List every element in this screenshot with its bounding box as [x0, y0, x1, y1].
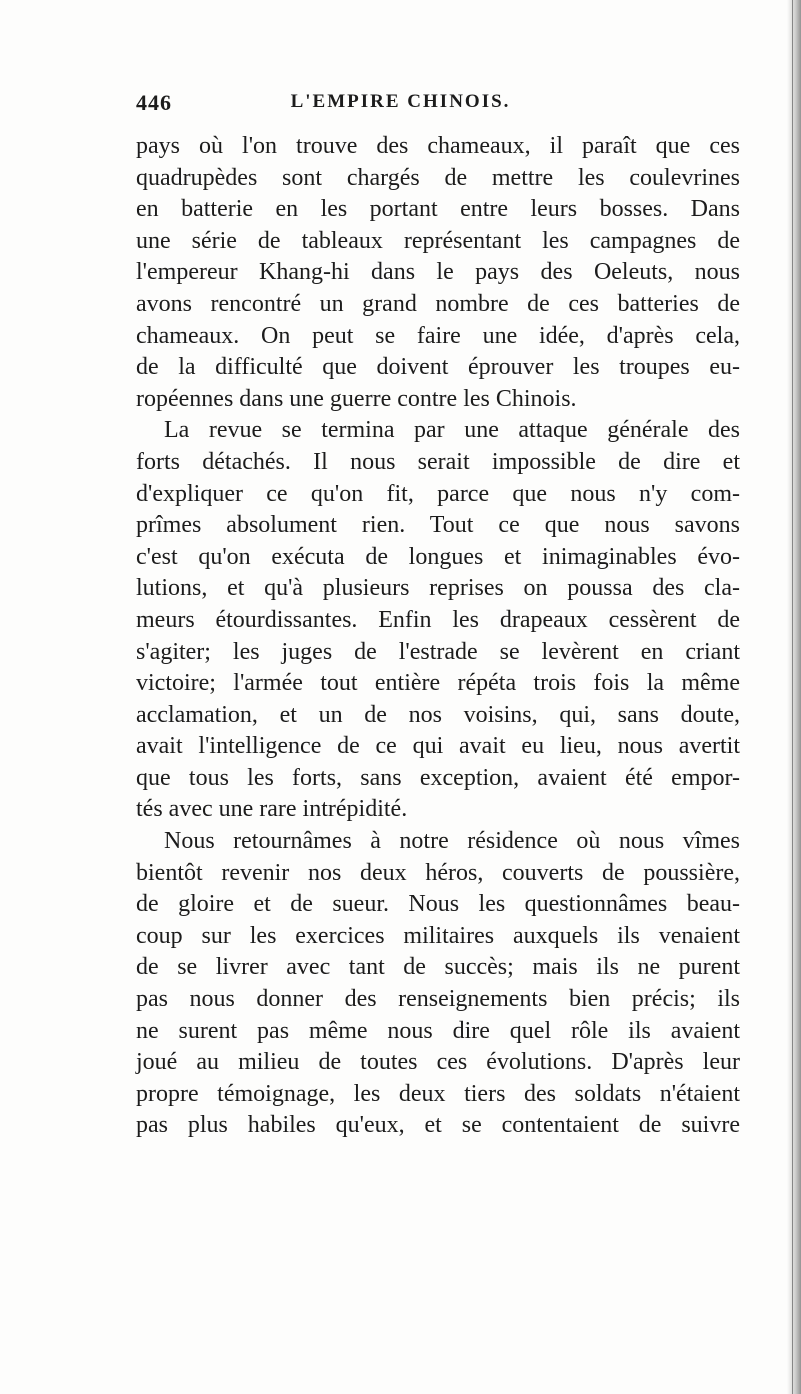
text-line: chameaux. On peut se faire une idée, d'après cela, [136, 322, 740, 349]
text-line: une série de tableaux représentant les campagnes de [136, 227, 740, 254]
running-title: L'EMPIRE CHINOIS. [290, 91, 511, 112]
text-line: forts détachés. Il nous serait impossible de dire et [136, 448, 740, 475]
paragraph-start-line: Nous retournâmes à notre résidence où nous vîmes [164, 828, 740, 855]
text-line: pas nous donner des renseignements bien précis; ils [136, 986, 740, 1013]
text-line: c'est qu'on exécuta de longues et inimaginables évo- [136, 543, 740, 570]
text-line: tés avec une rare intrépidité. [136, 796, 408, 823]
text-line: que tous les forts, sans exception, avaient été empor- [136, 764, 740, 791]
text-line: joué au milieu de toutes ces évolutions. D'après leur [136, 1049, 740, 1076]
text-line: l'empereur Khang-hi dans le pays des Oeleuts, nous [136, 259, 740, 286]
page-edge-shadow [787, 0, 801, 1394]
body-text [136, 131, 740, 1142]
text-line: bientôt revenir nos deux héros, couverts de poussière, [136, 859, 740, 886]
text-line: propre témoignage, les deux tiers des soldats n'étaient [136, 1080, 740, 1107]
text-line: quadrupèdes sont chargés de mettre les coulevrines [136, 164, 740, 191]
text-line: ne surent pas même nous dire quel rôle ils avaient [136, 1017, 740, 1044]
text-line: lutions, et qu'à plusieurs reprises on poussa des cla- [136, 575, 740, 602]
paragraph-start-line: La revue se termina par une attaque générale des [164, 417, 740, 444]
text-line: de se livrer avec tant de succès; mais ils ne purent [136, 954, 740, 981]
text-line: prîmes absolument rien. Tout ce que nous savons [136, 512, 740, 539]
text-line: s'agiter; les juges de l'estrade se levèrent en criant [136, 638, 740, 665]
page-number: 446 [136, 90, 172, 115]
text-line: de gloire et de sueur. Nous les questionnâmes beau- [136, 891, 740, 918]
text-line: meurs étourdissantes. Enfin les drapeaux cessèrent de [136, 606, 740, 633]
text-line: acclamation, et un de nos voisins, qui, sans doute, [136, 701, 740, 728]
text-line: d'expliquer ce qu'on fit, parce que nous n'y com- [136, 480, 740, 507]
text-line: avons rencontré un grand nombre de ces batteries de [136, 290, 740, 317]
text-line: de la difficulté que doivent éprouver les troupes eu- [136, 354, 740, 381]
text-line: victoire; l'armée tout entière répéta trois fois la même [136, 670, 740, 697]
text-line: coup sur les exercices militaires auxquels ils venaient [136, 922, 740, 949]
text-line: pas plus habiles qu'eux, et se contentaient de suivre [136, 1112, 740, 1139]
text-line: pays où l'on trouve des chameaux, il paraît que ces [136, 133, 740, 159]
text-line: ropéennes dans une guerre contre les Chinois. [136, 385, 577, 412]
text-line: avait l'intelligence de ce qui avait eu lieu, nous avertit [136, 733, 740, 760]
text-line: en batterie en les portant entre leurs bosses. Dans [136, 196, 740, 223]
